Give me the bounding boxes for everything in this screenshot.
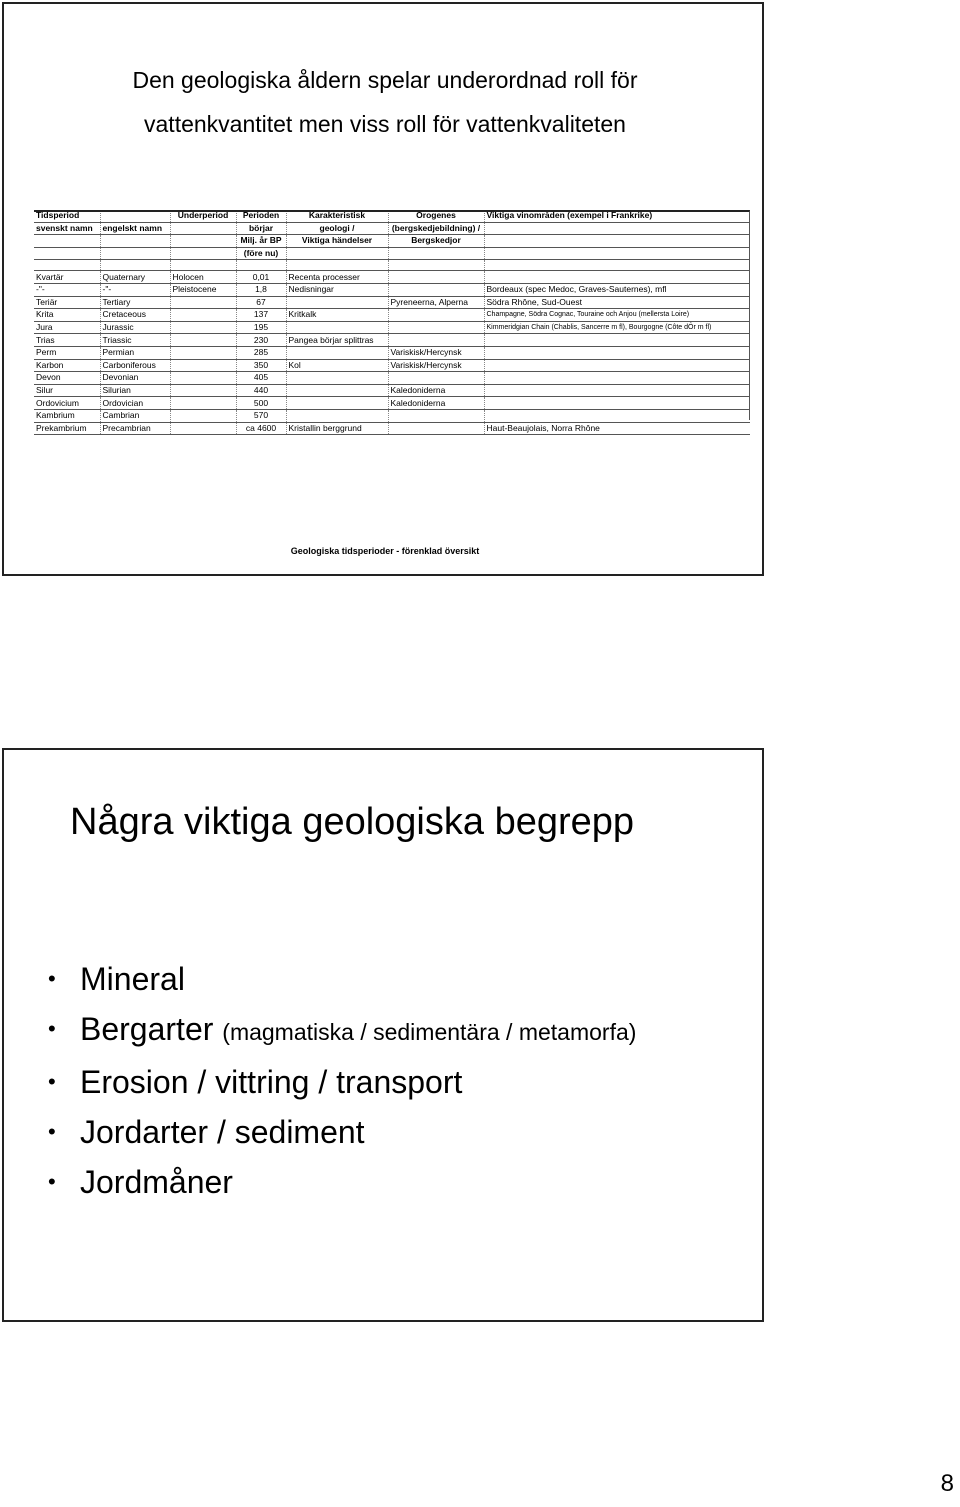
- table-cell: [484, 334, 750, 347]
- header-cell: Orogenes: [388, 210, 484, 222]
- bullet-dot-icon: •: [48, 1169, 56, 1194]
- table-cell: Cambrian: [100, 409, 170, 422]
- table-cell: [484, 271, 750, 284]
- table-cell: [170, 372, 236, 385]
- table-cell: 350: [236, 359, 286, 372]
- table-cell: 0,01: [236, 271, 286, 284]
- header-cell: (bergskedjebildning) /: [388, 222, 484, 235]
- bullet-dot-icon: •: [48, 1119, 56, 1144]
- table-cell: [388, 409, 484, 422]
- header-cell: [484, 247, 750, 260]
- table-row: [34, 296, 750, 309]
- table-cell: ca 4600: [236, 422, 286, 435]
- table-row: [34, 409, 750, 422]
- table-cell: Kaledoniderna: [388, 384, 484, 397]
- table-cell: Devonian: [100, 372, 170, 385]
- table-cell: [484, 409, 750, 422]
- table-cell: -"-: [34, 283, 100, 296]
- table-cell: [170, 384, 236, 397]
- table-cell: Holocen: [170, 271, 236, 284]
- table-cell: [388, 271, 484, 284]
- slide-title: Några viktiga geologiska begrepp: [70, 801, 635, 843]
- table-cell: 195: [236, 321, 286, 334]
- header-cell: Karakteristisk: [286, 210, 388, 222]
- table-cell: Permian: [100, 346, 170, 359]
- table-cell: Pleistocene: [170, 283, 236, 296]
- header-cell: Viktiga händelser: [286, 235, 388, 248]
- table-cell: Silurian: [100, 384, 170, 397]
- bullet-text: Mineral: [80, 961, 185, 997]
- table-cell: Bordeaux (spec Medoc, Graves-Sauternes), mfl: [484, 283, 750, 296]
- table-cell: [388, 334, 484, 347]
- table-cell: [286, 384, 388, 397]
- table-cell: [170, 409, 236, 422]
- table-cell: -"-: [100, 283, 170, 296]
- table-cell: Kambrium: [34, 409, 100, 422]
- header-cell: Milj. år BP: [236, 235, 286, 248]
- table-header-row: [34, 247, 750, 260]
- table-cell: [484, 384, 750, 397]
- table-cell: 285: [236, 346, 286, 359]
- table-header-row: [34, 210, 750, 222]
- table-cell: [388, 283, 484, 296]
- table-spacer-row: [34, 260, 750, 271]
- spacer-cell: [286, 260, 388, 271]
- header-cell: [34, 235, 100, 248]
- header-cell: [100, 247, 170, 260]
- table-cell: [286, 346, 388, 359]
- table-cell: Prekambrium: [34, 422, 100, 435]
- table-cell: Devon: [34, 372, 100, 385]
- table-cell: [286, 296, 388, 309]
- table-cell: [286, 409, 388, 422]
- header-cell: geologi /: [286, 222, 388, 235]
- bullet-text: Bergarter: [80, 1011, 214, 1047]
- slide-title-line1: Den geologiska åldern spelar underordnad roll för: [132, 67, 638, 93]
- table-cell: Kol: [286, 359, 388, 372]
- table-cell: Tertiary: [100, 296, 170, 309]
- table-row: [34, 346, 750, 359]
- bullet-dot-icon: •: [48, 966, 56, 991]
- spacer-cell: [170, 260, 236, 271]
- table-cell: Perm: [34, 346, 100, 359]
- table-cell: Trias: [34, 334, 100, 347]
- table-row: [34, 397, 750, 410]
- table-cell: Kimmeridgian Chain (Chablis, Sancerre m fl), Bourgogne (Côte dÔr m fl): [484, 321, 750, 334]
- table-row: [34, 372, 750, 385]
- table-cell: 440: [236, 384, 286, 397]
- table-header-row: [34, 222, 750, 235]
- table-row: [34, 283, 750, 296]
- table-cell: Precambrian: [100, 422, 170, 435]
- table-cell: 500: [236, 397, 286, 410]
- table-cell: Teriär: [34, 296, 100, 309]
- table-cell: [388, 422, 484, 435]
- table-cell: 405: [236, 372, 286, 385]
- bullet-dot-icon: •: [48, 1069, 56, 1094]
- table-cell: [170, 422, 236, 435]
- table-cell: 1,8: [236, 283, 286, 296]
- table-cell: Kristallin berggrund: [286, 422, 388, 435]
- spacer-cell: [484, 260, 750, 271]
- table-cell: Krita: [34, 309, 100, 322]
- spacer-cell: [388, 260, 484, 271]
- header-cell: [170, 247, 236, 260]
- bullet-text: Jordmåner: [80, 1164, 233, 1200]
- table-cell: Silur: [34, 384, 100, 397]
- table-cell: Pyreneerna, Alperna: [388, 296, 484, 309]
- header-cell: [484, 222, 750, 235]
- table-cell: [170, 346, 236, 359]
- table-cell: [170, 359, 236, 372]
- bullet-item: [48, 1057, 636, 1107]
- slide-top: [2, 2, 764, 576]
- header-cell: engelskt namn: [100, 222, 170, 235]
- spacer-cell: [100, 260, 170, 271]
- table-cell: Triassic: [100, 334, 170, 347]
- table-cell: [286, 321, 388, 334]
- table-cell: Jurassic: [100, 321, 170, 334]
- table-cell: Cretaceous: [100, 309, 170, 322]
- table-cell: Quaternary: [100, 271, 170, 284]
- bullet-text: Erosion / vittring / transport: [80, 1064, 463, 1100]
- table-row: [34, 271, 750, 284]
- table-cell: [170, 397, 236, 410]
- table-cell: Kvartär: [34, 271, 100, 284]
- table-cell: 570: [236, 409, 286, 422]
- header-cell: Underperiod: [170, 210, 236, 222]
- table-row: [34, 422, 750, 435]
- table-cell: Champagne, Södra Cognac, Touraine och Anjou (mellersta Loire): [484, 309, 750, 322]
- table-cell: [484, 359, 750, 372]
- table-cell: [388, 321, 484, 334]
- table-cell: [484, 346, 750, 359]
- slide-bottom: [2, 748, 764, 1322]
- table-cell: Carboniferous: [100, 359, 170, 372]
- header-cell: Perioden: [236, 210, 286, 222]
- bullet-item: [48, 1157, 636, 1207]
- table-cell: Ordovician: [100, 397, 170, 410]
- table-cell: Pangea börjar splittras: [286, 334, 388, 347]
- table-row: [34, 384, 750, 397]
- table-cell: [170, 334, 236, 347]
- bullet-dot-icon: •: [48, 1016, 56, 1041]
- header-cell: Viktiga vinområden (exempel i Frankrike): [484, 210, 750, 222]
- header-cell: [100, 235, 170, 248]
- header-cell: [388, 247, 484, 260]
- bullet-item: [48, 954, 636, 1004]
- table-row: [34, 359, 750, 372]
- bullet-item: [48, 1107, 636, 1157]
- table-cell: Recenta processer: [286, 271, 388, 284]
- figure-caption: Geologiska tidsperioder - förenklad översikt: [290, 546, 480, 556]
- table-cell: [170, 296, 236, 309]
- header-cell: [170, 222, 236, 235]
- bullet-text: Jordarter / sediment: [80, 1114, 365, 1150]
- geologic-periods-table: [34, 210, 750, 435]
- table-cell: Haut-Beaujolais, Norra Rhône: [484, 422, 750, 435]
- table-header-row: [34, 235, 750, 248]
- table-cell: 137: [236, 309, 286, 322]
- table-row: [34, 334, 750, 347]
- table-cell: [170, 309, 236, 322]
- table-cell: Variskisk/Hercynsk: [388, 359, 484, 372]
- table-cell: Nedisningar: [286, 283, 388, 296]
- bullet-list: [48, 954, 636, 1207]
- spacer-cell: [34, 260, 100, 271]
- table-cell: Kaledoniderna: [388, 397, 484, 410]
- table-row: [34, 321, 750, 334]
- table-cell: 67: [236, 296, 286, 309]
- header-cell: Bergskedjor: [388, 235, 484, 248]
- table-cell: [388, 309, 484, 322]
- table-cell: [388, 372, 484, 385]
- page-number: 8: [940, 1470, 954, 1497]
- table-cell: Kritkalk: [286, 309, 388, 322]
- header-cell: [100, 210, 170, 222]
- header-cell: [286, 247, 388, 260]
- table-cell: Jura: [34, 321, 100, 334]
- header-cell: [34, 247, 100, 260]
- table-cell: Ordovicium: [34, 397, 100, 410]
- header-cell: svenskt namn: [34, 222, 100, 235]
- header-cell: (före nu): [236, 247, 286, 260]
- table-cell: [286, 397, 388, 410]
- table-cell: [286, 372, 388, 385]
- slide-title-line2: vattenkvantitet men viss roll för vattenkvaliteten: [144, 111, 626, 137]
- table-row: [34, 309, 750, 322]
- table-cell: 230: [236, 334, 286, 347]
- table-cell: Karbon: [34, 359, 100, 372]
- spacer-cell: [236, 260, 286, 271]
- header-cell: [484, 235, 750, 248]
- table-cell: Södra Rhône, Sud-Ouest: [484, 296, 750, 309]
- table-cell: [170, 321, 236, 334]
- table-cell: [484, 372, 750, 385]
- header-cell: börjar: [236, 222, 286, 235]
- bullet-item: [48, 1004, 636, 1057]
- table-cell: [484, 397, 750, 410]
- table-cell: Variskisk/Hercynsk: [388, 346, 484, 359]
- header-cell: [170, 235, 236, 248]
- bullet-subtext: (magmatiska / sedimentära / metamorfa): [222, 1019, 637, 1045]
- header-cell: Tidsperiod: [34, 210, 100, 222]
